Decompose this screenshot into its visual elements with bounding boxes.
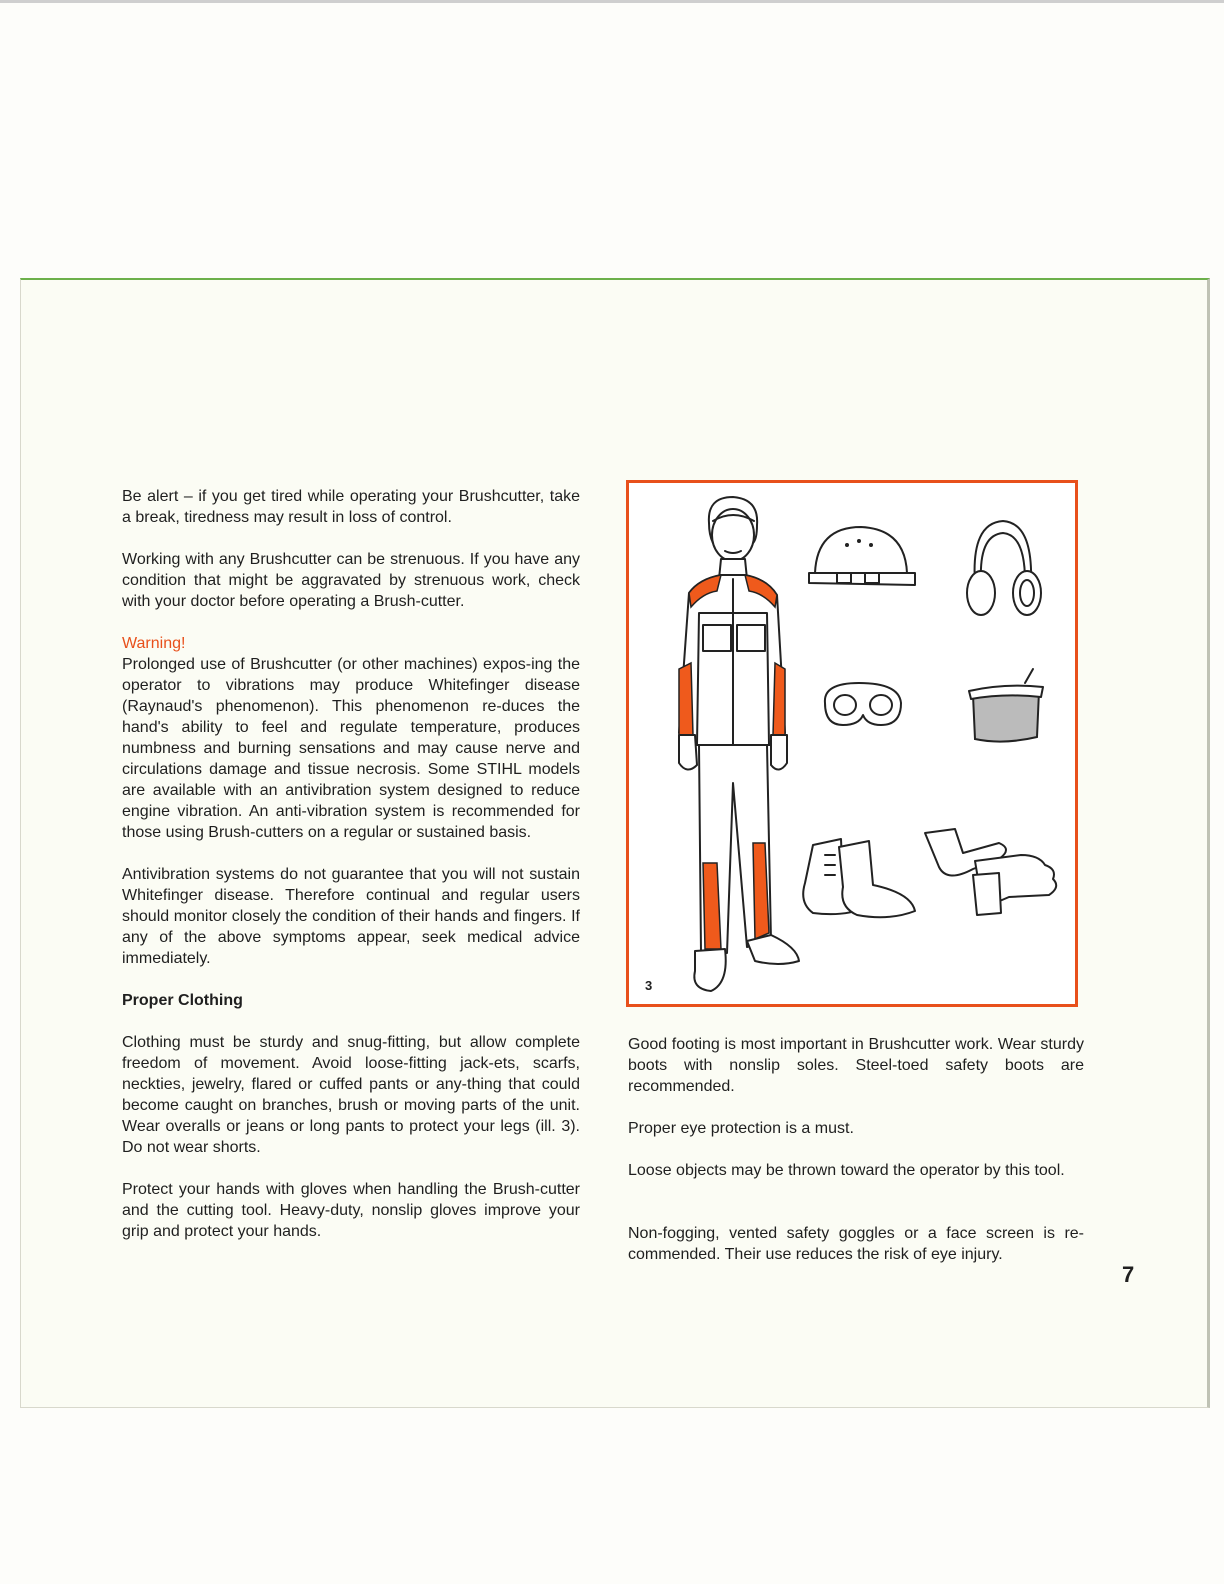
illustration-3 bbox=[626, 480, 1078, 1007]
paragraph-goggles: Non-fogging, vented safety goggles or a face screen is re-commended. Their use reduces the risk of eye injury. bbox=[628, 1225, 1084, 1263]
top-edge bbox=[0, 0, 1224, 3]
paragraph-gloves: Protect your hands with gloves when handling the Brush-cutter and the cutting tool. Heavy-duty, nonslip gloves improve your grip and protect your hands. bbox=[122, 1181, 580, 1240]
paragraph-loose-objects: Loose objects may be thrown toward the operator by this tool. bbox=[628, 1162, 1065, 1179]
paragraph-footing: Good footing is most important in Brushcutter work. Wear sturdy boots with nonslip soles. Steel-toed safety boots are recommended. bbox=[628, 1036, 1084, 1095]
illustration-svg bbox=[629, 483, 1075, 1004]
paragraph-clothing: Clothing must be sturdy and snug-fitting, but allow complete freedom of movement. Avoid loose-fitting jack-ets, scarfs, neckties, jewelry, flared or cuffed pants or any-thing that could become caught on branches, brush or moving parts of the unit. Wear overalls or jeans or long pants to protect your legs (ill. 3). Do not wear shorts. bbox=[122, 1034, 580, 1156]
page-number: 7 bbox=[1122, 1262, 1135, 1287]
paragraph-antivibration: Antivibration systems do not guarantee that you will not sustain Whitefinger disease. Therefore continual and regular users should monitor closely the condition of their hands and fingers. If any of the above symptoms appear, seek medical advice immediately. bbox=[122, 866, 580, 967]
goggles-icon bbox=[825, 683, 901, 725]
face-screen-icon bbox=[969, 669, 1043, 742]
warning-text: Prolonged use of Brushcutter (or other machines) expos-ing the operator to vibrations may produce Whitefinger disease (Raynaud's phenomenon). This phenomenon re-duces the hand's ability to feel and regulate temperature, produces numbness and burning sensations and may cause nerve and circulations damage and tissue necrosis. Some STIHL models are available with an antivibration system designed to reduce engine vibration. An anti-vibration system is recommended for those using Brush-cutters on a regular or sustained basis. bbox=[122, 656, 580, 841]
right-column bbox=[628, 1034, 1084, 1286]
warning-title: Warning! bbox=[122, 635, 186, 652]
left-column bbox=[122, 486, 580, 1263]
paragraph-strenuous: Working with any Brushcutter can be strenuous. If you have any condition that might be aggravated by strenuous work, check with your doctor before operating a Brush-cutter. bbox=[122, 551, 580, 610]
gloves-icon bbox=[925, 829, 1056, 915]
hard-hat-icon bbox=[809, 527, 915, 585]
paragraph-be-alert: Be alert – if you get tired while operating your Brushcutter, take a break, tiredness may result in loss of control. bbox=[122, 488, 580, 526]
figure-number: 3 bbox=[645, 978, 653, 993]
ear-muffs-icon bbox=[967, 521, 1041, 615]
worker-icon bbox=[679, 497, 799, 991]
paragraph-eye-protection: Proper eye protection is a must. bbox=[628, 1120, 854, 1137]
boots-icon bbox=[803, 839, 915, 917]
section-heading: Proper Clothing bbox=[122, 992, 243, 1009]
